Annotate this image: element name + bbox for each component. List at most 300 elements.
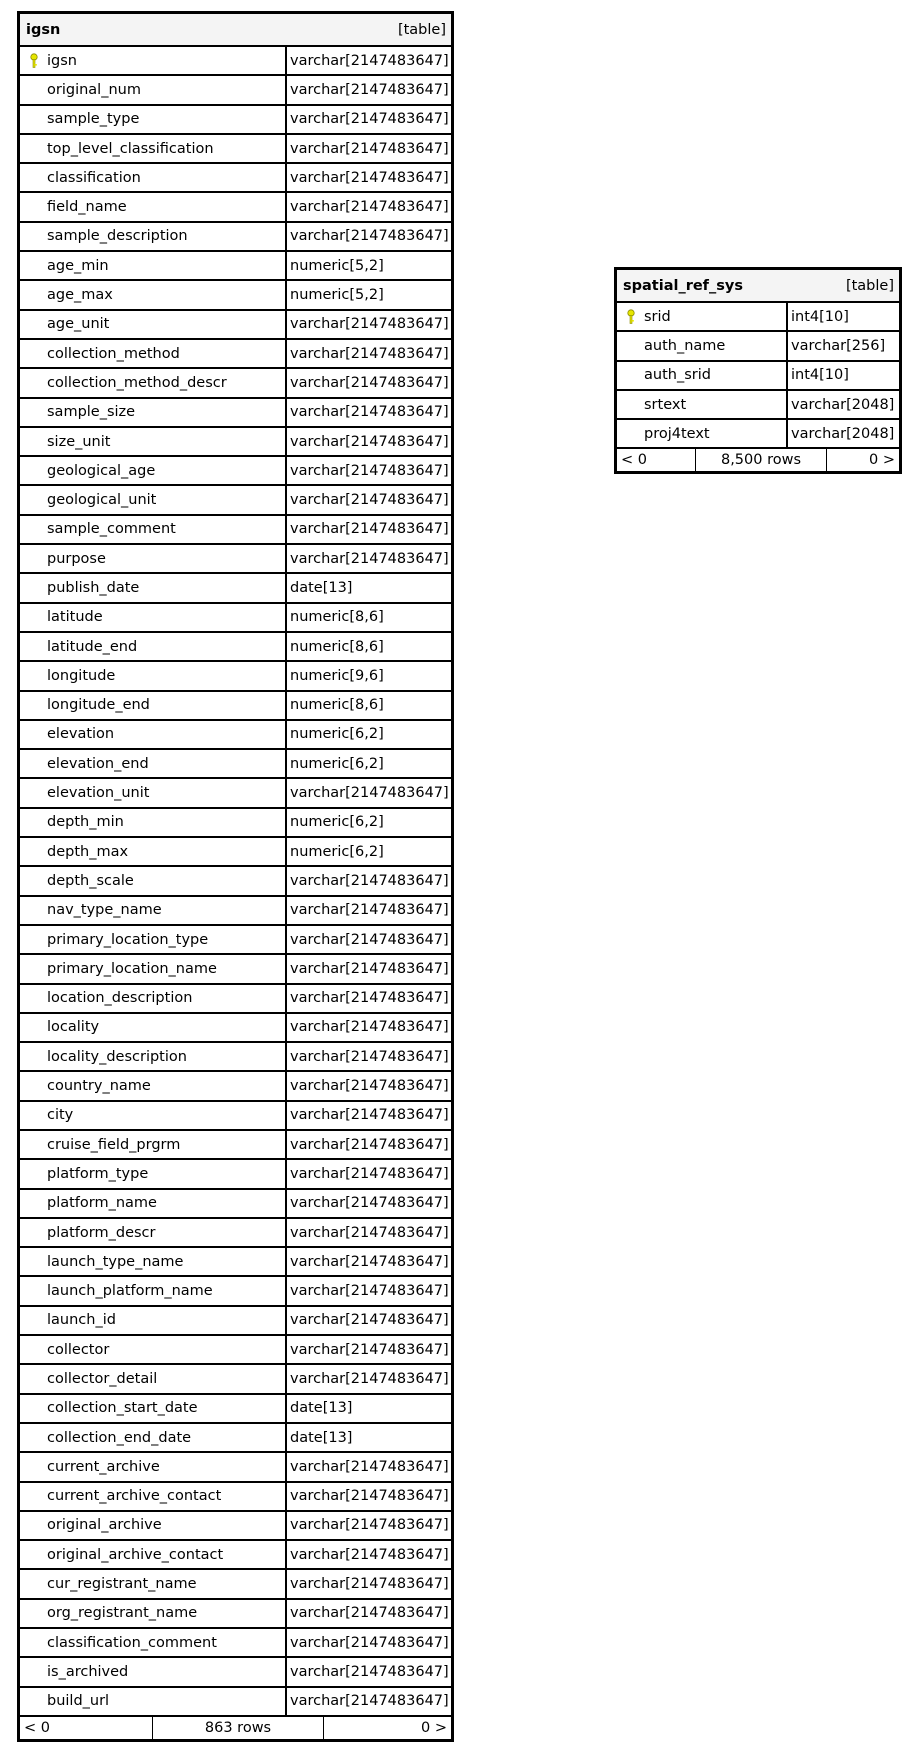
column-name-cell	[20, 1307, 287, 1334]
column-name-cell	[20, 867, 287, 894]
column-row[interactable]	[20, 1070, 451, 1099]
column-name: igsn	[47, 52, 77, 69]
column-name: age_unit	[47, 316, 110, 333]
key-slot-empty	[20, 1512, 47, 1539]
key-slot-empty	[20, 1453, 47, 1480]
column-row[interactable]	[617, 418, 899, 447]
column-row[interactable]	[617, 301, 899, 330]
column-name-cell	[20, 428, 287, 455]
key-slot-empty	[20, 193, 47, 220]
column-type: varchar[2147483647]	[290, 902, 449, 919]
column-row[interactable]	[20, 1451, 451, 1480]
key-slot-empty	[20, 604, 47, 631]
column-type: varchar[2147483647]	[290, 374, 449, 391]
column-name-cell	[20, 76, 287, 103]
key-slot-empty	[20, 311, 47, 338]
column-name-cell	[20, 1424, 287, 1451]
column-name: proj4text	[644, 425, 710, 442]
column-type: varchar[2147483647]	[290, 990, 449, 1007]
column-name-cell	[20, 164, 287, 191]
key-slot-empty	[20, 1072, 47, 1099]
key-slot-empty	[20, 1043, 47, 1070]
key-slot-empty	[20, 1014, 47, 1041]
column-name: auth_srid	[644, 367, 711, 384]
column-type: varchar[2147483647]	[290, 1224, 449, 1241]
table-footer	[617, 447, 899, 471]
column-name: platform_descr	[47, 1224, 156, 1241]
column-name-cell	[20, 985, 287, 1012]
table-spatial-ref-sys[interactable]	[614, 267, 902, 474]
column-type: varchar[2147483647]	[290, 1048, 449, 1065]
column-row[interactable]	[20, 1041, 451, 1070]
column-name-cell	[20, 47, 287, 74]
column-row[interactable]	[20, 1422, 451, 1451]
column-type: varchar[2147483647]	[290, 492, 449, 509]
column-row[interactable]	[20, 367, 451, 396]
column-row[interactable]	[20, 719, 451, 748]
column-name-cell	[20, 1102, 287, 1129]
key-slot-empty	[20, 1570, 47, 1597]
column-type: varchar[2147483647]	[290, 81, 449, 98]
column-type: varchar[2147483647]	[290, 199, 449, 216]
column-row[interactable]	[20, 1539, 451, 1568]
table-header	[20, 14, 451, 45]
key-slot-empty	[20, 1248, 47, 1275]
key-slot-empty	[20, 985, 47, 1012]
column-name: purpose	[47, 550, 106, 567]
table-igsn[interactable]	[17, 11, 454, 1742]
column-name-cell	[20, 1600, 287, 1627]
column-type: int4[10]	[791, 367, 849, 384]
column-type: varchar[2147483647]	[290, 1663, 449, 1680]
primary-key-icon	[617, 303, 644, 330]
column-name-cell	[20, 516, 287, 543]
column-row[interactable]	[20, 514, 451, 543]
column-name-cell	[20, 1043, 287, 1070]
column-row[interactable]	[20, 1334, 451, 1363]
column-name-cell	[20, 1629, 287, 1656]
key-slot-empty	[20, 428, 47, 455]
column-name-cell	[20, 897, 287, 924]
next-page-link[interactable]: 0 >	[869, 452, 895, 469]
key-slot-empty	[20, 750, 47, 777]
column-row[interactable]	[20, 484, 451, 513]
column-row[interactable]	[20, 397, 451, 426]
column-name: collector_detail	[47, 1371, 158, 1387]
next-page-link[interactable]: 0 >	[421, 1719, 447, 1736]
column-type: varchar[2147483647]	[290, 1341, 449, 1358]
column-name-cell	[20, 1658, 287, 1685]
column-name: geological_age	[47, 462, 156, 479]
column-name-cell	[20, 574, 287, 601]
key-slot-empty	[20, 897, 47, 924]
column-name: age_max	[47, 287, 113, 304]
column-type: varchar[2147483647]	[290, 169, 449, 186]
column-name-cell	[20, 955, 287, 982]
key-slot-empty	[20, 76, 47, 103]
column-type: varchar[2147483647]	[290, 111, 449, 128]
column-name: depth_scale	[47, 872, 134, 889]
column-type: varchar[2147483647]	[290, 1371, 449, 1387]
column-name: country_name	[47, 1078, 151, 1095]
column-row[interactable]	[20, 1246, 451, 1275]
column-name: longitude_end	[47, 697, 150, 714]
column-name-cell	[20, 926, 287, 953]
key-slot-empty	[20, 721, 47, 748]
column-name-cell	[20, 779, 287, 806]
column-name: launch_type_name	[47, 1253, 184, 1270]
column-name-cell	[20, 252, 287, 279]
key-slot-empty	[20, 1600, 47, 1627]
column-row[interactable]	[20, 1275, 451, 1304]
column-type: varchar[2048]	[791, 396, 895, 413]
column-name-cell	[20, 1277, 287, 1304]
column-row[interactable]	[20, 455, 451, 484]
column-name-cell	[20, 1160, 287, 1187]
column-row[interactable]	[617, 389, 899, 418]
column-name-cell	[20, 1453, 287, 1480]
column-type: varchar[2147483647]	[290, 785, 449, 802]
column-name: locality_description	[47, 1048, 187, 1065]
column-type: varchar[2147483647]	[290, 1078, 449, 1095]
column-name: collection_method_descr	[47, 374, 227, 391]
column-type: varchar[2147483647]	[290, 1517, 449, 1534]
key-slot-empty	[20, 281, 47, 308]
column-type: varchar[2147483647]	[290, 1546, 449, 1563]
key-slot-empty	[20, 809, 47, 836]
column-name: age_min	[47, 257, 109, 274]
column-type: varchar[2147483647]	[290, 1693, 449, 1710]
column-row[interactable]	[20, 836, 451, 865]
primary-key-icon	[20, 47, 47, 74]
column-type: numeric[8,6]	[290, 638, 384, 655]
column-name: build_url	[47, 1693, 110, 1710]
key-slot-empty	[20, 457, 47, 484]
column-name: auth_name	[644, 337, 726, 354]
column-name: top_level_classification	[47, 140, 214, 157]
key-slot-empty	[20, 633, 47, 660]
column-name: longitude	[47, 667, 116, 684]
column-type: numeric[6,2]	[290, 726, 384, 743]
column-row[interactable]	[20, 338, 451, 367]
key-slot-empty	[20, 1658, 47, 1685]
column-name-cell	[617, 420, 788, 447]
column-row[interactable]	[20, 1305, 451, 1334]
column-type: numeric[6,2]	[290, 755, 384, 772]
column-row[interactable]	[20, 1481, 451, 1510]
table-header	[617, 270, 899, 301]
column-name-cell	[20, 1570, 287, 1597]
column-type: varchar[2147483647]	[290, 872, 449, 889]
column-row[interactable]	[20, 1363, 451, 1392]
column-row[interactable]	[20, 1568, 451, 1597]
table-footer	[20, 1715, 451, 1739]
column-name-cell	[20, 692, 287, 719]
key-slot-empty	[20, 779, 47, 806]
key-slot-empty	[20, 926, 47, 953]
key-slot-empty	[20, 1307, 47, 1334]
column-name-cell	[617, 332, 788, 359]
column-name: size_unit	[47, 433, 111, 450]
column-row[interactable]	[20, 660, 451, 689]
column-row[interactable]	[20, 690, 451, 719]
column-type: numeric[9,6]	[290, 667, 384, 684]
previous-page-link[interactable]: < 0	[617, 449, 696, 471]
column-name-cell	[20, 662, 287, 689]
table-name: spatial_ref_sys	[623, 277, 743, 294]
column-name-cell	[20, 1483, 287, 1510]
column-type: numeric[8,6]	[290, 609, 384, 626]
column-name: cruise_field_prgrm	[47, 1136, 181, 1153]
key-slot-empty	[20, 1102, 47, 1129]
column-name: original_archive_contact	[47, 1546, 224, 1563]
column-type: varchar[2147483647]	[290, 1195, 449, 1212]
key-slot-empty	[20, 1277, 47, 1304]
column-type: date[13]	[290, 1429, 353, 1446]
column-name-cell	[617, 391, 788, 418]
column-row[interactable]	[20, 1656, 451, 1685]
column-row[interactable]	[20, 865, 451, 894]
key-slot-empty	[20, 1131, 47, 1158]
key-slot-empty	[20, 1190, 47, 1217]
key-slot-empty	[20, 692, 47, 719]
column-row[interactable]	[20, 1012, 451, 1041]
column-type: varchar[2147483647]	[290, 140, 449, 157]
column-type: date[13]	[290, 1400, 353, 1417]
column-name-cell	[20, 486, 287, 513]
table-name: igsn	[26, 21, 61, 38]
column-name-cell	[20, 1541, 287, 1568]
key-slot-empty	[20, 1395, 47, 1422]
column-name-cell	[20, 223, 287, 250]
column-list	[20, 45, 451, 1715]
column-row[interactable]	[20, 748, 451, 777]
column-name-cell	[20, 1190, 287, 1217]
column-type: int4[10]	[791, 308, 849, 325]
column-type: varchar[2147483647]	[290, 1253, 449, 1270]
table-kind-label: [table]	[845, 277, 894, 294]
column-name-cell	[20, 1072, 287, 1099]
column-type: varchar[2147483647]	[290, 960, 449, 977]
column-name-cell	[20, 604, 287, 631]
column-name: nav_type_name	[47, 902, 162, 919]
column-type: varchar[2147483647]	[290, 345, 449, 362]
column-name: depth_max	[47, 843, 129, 860]
column-row[interactable]	[20, 777, 451, 806]
column-row[interactable]	[20, 807, 451, 836]
key-slot-empty	[20, 340, 47, 367]
key-slot-empty	[20, 516, 47, 543]
column-row[interactable]	[20, 1598, 451, 1627]
column-name-cell	[20, 1336, 287, 1363]
column-name: cur_registrant_name	[47, 1576, 197, 1593]
column-row[interactable]	[20, 191, 451, 220]
key-slot-empty	[20, 486, 47, 513]
column-name-cell	[20, 340, 287, 367]
column-type: varchar[2147483647]	[290, 1019, 449, 1036]
column-type: numeric[6,2]	[290, 843, 384, 860]
column-name-cell	[20, 1219, 287, 1246]
column-name-cell	[20, 633, 287, 660]
key-slot-empty	[20, 106, 47, 133]
key-slot-empty	[20, 1365, 47, 1392]
column-name: collector	[47, 1341, 110, 1358]
column-row[interactable]	[20, 1686, 451, 1715]
column-name: locality	[47, 1019, 100, 1036]
column-row[interactable]	[20, 543, 451, 572]
column-name: city	[47, 1107, 74, 1124]
column-row[interactable]	[20, 45, 451, 74]
column-name-cell	[20, 106, 287, 133]
column-name-cell	[20, 1131, 287, 1158]
column-name: primary_location_type	[47, 931, 209, 948]
key-slot-empty	[20, 223, 47, 250]
column-name-cell	[20, 1395, 287, 1422]
column-list	[617, 301, 899, 447]
column-type: date[13]	[290, 579, 353, 596]
column-row[interactable]	[20, 279, 451, 308]
column-name-cell	[20, 135, 287, 162]
column-name: collection_method	[47, 345, 180, 362]
column-name-cell	[20, 545, 287, 572]
column-name: sample_type	[47, 111, 140, 128]
key-slot-empty	[617, 332, 644, 359]
key-slot-empty	[617, 391, 644, 418]
column-name: original_num	[47, 81, 141, 98]
key-slot-empty	[20, 1629, 47, 1656]
column-row[interactable]	[20, 895, 451, 924]
column-name-cell	[20, 311, 287, 338]
column-name: latitude	[47, 609, 103, 626]
column-type: varchar[2147483647]	[290, 1107, 449, 1124]
column-row[interactable]	[617, 360, 899, 389]
column-row[interactable]	[20, 602, 451, 631]
column-type: varchar[2147483647]	[290, 1165, 449, 1182]
column-row[interactable]	[20, 1100, 451, 1129]
column-type: varchar[2147483647]	[290, 404, 449, 421]
key-slot-empty	[20, 867, 47, 894]
column-row[interactable]	[20, 1393, 451, 1422]
column-name: launch_id	[47, 1312, 116, 1329]
column-name: srid	[644, 308, 671, 325]
key-slot-empty	[617, 362, 644, 389]
key-slot-empty	[20, 545, 47, 572]
column-name: collection_start_date	[47, 1400, 198, 1417]
column-type: varchar[2147483647]	[290, 1634, 449, 1651]
column-type: varchar[2147483647]	[290, 1576, 449, 1593]
column-row[interactable]	[20, 221, 451, 250]
column-type: varchar[2147483647]	[290, 316, 449, 333]
column-type: varchar[2147483647]	[290, 1458, 449, 1475]
column-name: is_archived	[47, 1663, 129, 1680]
column-name-cell	[20, 1365, 287, 1392]
column-type: varchar[2048]	[791, 425, 895, 442]
column-name: location_description	[47, 990, 193, 1007]
column-row[interactable]	[20, 133, 451, 162]
column-name-cell	[617, 362, 788, 389]
column-name: current_archive_contact	[47, 1488, 222, 1505]
column-row[interactable]	[20, 1627, 451, 1656]
column-row[interactable]	[20, 162, 451, 191]
key-slot-empty	[617, 420, 644, 447]
key-slot-empty	[20, 369, 47, 396]
key-slot-empty	[20, 135, 47, 162]
column-type: varchar[2147483647]	[290, 550, 449, 567]
column-name: current_archive	[47, 1458, 160, 1475]
column-row[interactable]	[20, 1217, 451, 1246]
column-row[interactable]	[20, 572, 451, 601]
column-name: sample_size	[47, 404, 136, 421]
column-row[interactable]	[20, 631, 451, 660]
column-type: varchar[2147483647]	[290, 521, 449, 538]
column-name: platform_name	[47, 1195, 157, 1212]
column-name: field_name	[47, 199, 127, 216]
previous-page-link[interactable]: < 0	[20, 1717, 153, 1739]
key-slot-empty	[20, 1160, 47, 1187]
column-row[interactable]	[20, 1129, 451, 1158]
column-row[interactable]	[20, 1510, 451, 1539]
column-type: varchar[2147483647]	[290, 52, 449, 69]
column-name: classification	[47, 169, 141, 186]
key-slot-empty	[20, 574, 47, 601]
column-type: numeric[6,2]	[290, 814, 384, 831]
column-row[interactable]	[20, 250, 451, 279]
column-row[interactable]	[20, 309, 451, 338]
row-count: 8,500 rows	[696, 449, 827, 471]
row-count: 863 rows	[153, 1717, 324, 1739]
column-name: sample_description	[47, 228, 188, 245]
column-type: varchar[2147483647]	[290, 1283, 449, 1300]
column-name: publish_date	[47, 579, 140, 596]
column-row[interactable]	[20, 74, 451, 103]
column-name: geological_unit	[47, 492, 157, 509]
column-name-cell	[20, 369, 287, 396]
key-slot-empty	[20, 1219, 47, 1246]
column-row[interactable]	[20, 426, 451, 455]
column-row[interactable]	[617, 330, 899, 359]
column-row[interactable]	[20, 1158, 451, 1187]
column-name-cell	[20, 750, 287, 777]
column-name-cell	[20, 1512, 287, 1539]
column-name: srtext	[644, 396, 687, 413]
key-slot-empty	[20, 399, 47, 426]
key-slot-empty	[20, 1688, 47, 1715]
column-type: numeric[5,2]	[290, 257, 384, 274]
table-kind-label: [table]	[397, 21, 446, 38]
column-row[interactable]	[20, 1188, 451, 1217]
key-slot-empty	[20, 1483, 47, 1510]
column-name: latitude_end	[47, 638, 138, 655]
column-name-cell	[20, 838, 287, 865]
column-row[interactable]	[20, 983, 451, 1012]
key-slot-empty	[20, 838, 47, 865]
column-name-cell	[20, 1014, 287, 1041]
column-name-cell	[20, 399, 287, 426]
column-type: varchar[256]	[791, 337, 886, 354]
column-name-cell	[20, 281, 287, 308]
column-row[interactable]	[20, 924, 451, 953]
column-row[interactable]	[20, 953, 451, 982]
column-name-cell	[20, 1688, 287, 1715]
column-name: collection_end_date	[47, 1429, 192, 1446]
column-name: sample_comment	[47, 521, 176, 538]
column-type: varchar[2147483647]	[290, 462, 449, 479]
column-type: varchar[2147483647]	[290, 228, 449, 245]
column-name-cell	[20, 809, 287, 836]
column-type: numeric[5,2]	[290, 287, 384, 304]
column-row[interactable]	[20, 104, 451, 133]
column-name: org_registrant_name	[47, 1605, 198, 1622]
